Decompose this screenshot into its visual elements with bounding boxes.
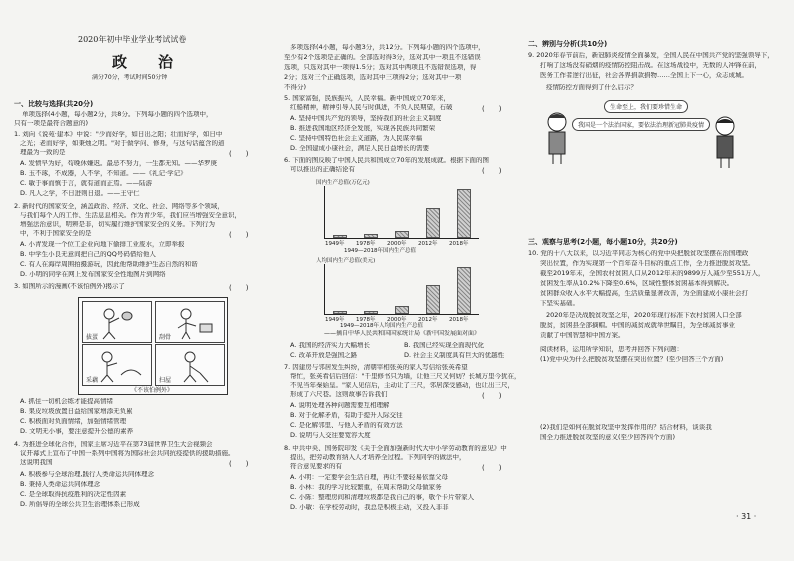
column-left (14, 0, 272, 561)
chart-caption: 1949—2018年人均国内生产总值 (340, 323, 423, 329)
chart-bar (364, 234, 378, 238)
question-stem: 下坚实基础。 (540, 300, 579, 307)
chart-bar (457, 189, 471, 238)
sub-question: (1)党中央为什么把脱贫攻坚摆在突出位置？(至少回答三个方面) (540, 356, 724, 363)
option: B. 小林：我的学习比较繁重，在周末帮助父母做家务 (290, 484, 442, 491)
question-stem: 7. 因建房与邻居发生纠纷，清朝宰相张英的家人写信给张英希望 (284, 364, 468, 371)
option: A. 发愤早为好，苟晚休嫌迟。最忌不努力，一生都无知。——华罗庚 (20, 160, 217, 167)
question-stem: 3. 如图所示的漫画(不该怕例外)揭示了 (14, 283, 125, 290)
answer-paren: ( ) (482, 167, 502, 175)
chart-bar (426, 208, 440, 238)
question-stem: 帮忙，张英看信后回信："千里修书只为墙，让他三尺又何妨？长城万里今犹在， (290, 373, 520, 380)
option: B. 我国已经实现全面现代化 (404, 342, 485, 349)
answer-paren: ( ) (482, 392, 502, 400)
x-tick-label: 2012年 (418, 317, 438, 323)
section-heading: 三、观察与思考(2小题，每小题10分，共20分) (528, 238, 678, 246)
option: D. 社会主义制度具有巨大的优越性 (404, 352, 505, 359)
option: B. 推进我国地区经济全发展，实现各民族共同繁荣 (290, 125, 436, 132)
option: C. 有人在海岸周围拍摄游玩，因此他帮助维护生态自然的和谐 (20, 261, 198, 268)
chart-bar (364, 311, 378, 314)
speech-bubble: 我国是一个法治国家，要依法治理新冠肺炎疫情 (572, 118, 710, 131)
option: A. 小青发现一个位工企业向地下偷排工业废水，立即举报 (20, 241, 185, 248)
per-capita-chart (314, 256, 484, 322)
option: D. 小敏：在学校劳动时，我总是积极主动，又投入非非 (290, 504, 449, 511)
chart-bar (395, 231, 409, 238)
question-stem: 这说明我国 (20, 459, 53, 466)
option: A. 我国的经济实力大幅增长 (290, 342, 370, 349)
exam-title: 2020年初中毕业学业考试试卷 (78, 35, 187, 44)
instruction-line: 多项选择(4小题，每小题3分，共12分。下列每小题的四个选项中， (290, 44, 485, 51)
question-stem: 提出，把劳动教育纳入人才培养全过程。下列同学的做法中， (290, 454, 466, 461)
chart-plot-area (324, 186, 479, 247)
answer-paren: ( ) (229, 150, 249, 158)
chart-bar (426, 285, 440, 314)
chart-title: 国内生产总值(万亿元) (316, 180, 370, 186)
section-heading: 一、比较与选择(共20分) (14, 100, 94, 108)
comic-panel (82, 344, 152, 386)
option: B. 秉持人类命运共同体理念 (20, 481, 101, 488)
cartoon-illustration (542, 96, 742, 172)
question-stem: 不见当年秦始皇。"家人见信后，主动让了三尺，邻居深受感动，也让出三尺， (290, 382, 514, 389)
material-paragraph: 贡献了中国智慧和中国方案。 (540, 332, 625, 339)
option: A. 小明：一定要学会生活自理，再让不要轻易依靠父母 (290, 474, 448, 481)
comic-caption: 《不该怕例外》 (131, 387, 174, 394)
chart-caption: 1949—2018年国内生产总值 (344, 248, 416, 254)
column-right (528, 0, 784, 561)
x-tick-label: 1978年 (356, 317, 376, 323)
question-stem: 截至2019年末，全国农村贫困人口从2012年末的9899万人减少至551万人， (540, 270, 765, 277)
x-tick-label: 2000年 (387, 241, 407, 247)
answer-paren: ( ) (229, 231, 249, 239)
question-stem: 6. 下面的图反映了中国人民共和国成立70年的发展成就。根据下面的图 (284, 157, 490, 164)
question-stem: 8. 中共中央、国务院印发《关于全面加强新时代大中小学劳动教育的意见》中 (284, 445, 507, 452)
option: D. 文明无小事，要注意提升公德的素养 (20, 428, 134, 435)
panel-label: 拔蛋 (86, 334, 99, 341)
question-stem: 9. 2020年春节前后，新冠肺炎疫情全面暴发，全国人民在中国共产党的坚强领导下， (528, 52, 774, 59)
comic-panel (155, 301, 225, 343)
x-tick-label: 1978年 (356, 241, 376, 247)
question-stem: 红船精神，精神引导人民与时俱进，不负人民期望，石破 (290, 104, 453, 111)
instruction-line: 只有一项是最符合题意的) (14, 120, 89, 127)
x-tick-label: 1949年 (325, 317, 345, 323)
sub-question: 国全力推进脱贫攻坚的意义(至少回答四个方面) (540, 434, 676, 441)
option: C. 是化解邻里、与他人矛盾的有效方法 (290, 422, 403, 429)
comic-panel (82, 301, 152, 343)
material-paragraph: 脱贫，贫困县全部摘帽。中国的减贫成就举世瞩目，为全球减贫事业 (540, 322, 735, 329)
instruction-line: 至少有2个选项是正确的。全部选对得3分，选对其中一项且不选错误 (284, 54, 481, 61)
score-note: 满分70分，考试时间50分钟 (92, 74, 168, 81)
option: C. 改革开放是强国之路 (290, 352, 358, 359)
x-tick-label: 1949年 (325, 241, 345, 247)
comic-panel (155, 344, 225, 386)
panel-label: 采藕 (86, 377, 99, 384)
question-stem: 中，不利于国家安全的是 (20, 230, 92, 237)
x-tick-label: 2018年 (449, 317, 469, 323)
question-prompt: 疫情防控方面得到了什么启示？ (546, 84, 637, 91)
option: B. 对于化解矛盾，有助于提升人际交往 (290, 412, 403, 419)
option: D. 全国建成小康社会，满足人民日益增长的需要 (290, 145, 430, 152)
question-stem: 增强法治意识，明辨是非，切实履行维护国家安全的义务。下列行为 (20, 221, 215, 228)
question-stem: 符合意见要求的有 (290, 463, 342, 470)
question-stem: 贫困群众收入水平大幅提高，生活质量显著改善，为全面建成小康社会打 (540, 290, 748, 297)
speech-bubble: 生命至上，我们要珍惜生命 (604, 100, 688, 113)
option: C. 积极面对负面情绪，加强情绪管理 (20, 418, 127, 425)
question-stem: 5. 国家富强，民族振兴，人民幸福。新中国成立70年来， (284, 95, 451, 102)
x-tick-label: 2012年 (418, 241, 438, 247)
answer-paren: ( ) (482, 464, 502, 472)
chart-bar (395, 306, 409, 314)
option: D. 所倡导的全球公共卫生治理体系已形成 (20, 501, 140, 508)
question-stem: 打响了这场没有硝烟的疫情防控阻击战。在这场战役中，无数的人冲锋在前， (540, 62, 761, 69)
chart-bar (457, 267, 471, 314)
material-paragraph: 2020年是决战脱贫攻坚之年，2020年现行标准下农村贫困人口全部 (546, 312, 742, 319)
question-stem: 医务工作者逆行出征，社会各界捐款捐物……全国上下一心，众志成城。 (540, 72, 748, 79)
option: C. 小陈：整理房间和清理垃圾都是我自己的事，敬个卡片带家人 (290, 494, 475, 501)
comic-frame (78, 297, 228, 395)
answer-paren: ( ) (482, 105, 502, 113)
question-stem: 与我们每个人的工作、生活息息相关。作为青少年，我们应当增强安全意识， (20, 212, 241, 219)
option: C. 敏于事而慎于言，就有道而正焉。——陆游 (20, 180, 153, 187)
question-stem: 1. 刘向《说苑·建本》中说："少而好学，如日出之阳；壮而好学，如日中 (14, 131, 223, 138)
option: B. 玉不琢，不成器，人不学，不知道。——《礼记·学记》 (20, 170, 187, 177)
panel-label: 扫屋 (159, 377, 172, 384)
option: B. 果皮垃圾放置日益给国家增添无负累 (20, 408, 133, 415)
question-stem: 议开幕式上宣布了中国一系列中国将为国际社会共同抗疫提供的援助措施。 (20, 450, 235, 457)
answer-paren: ( ) (229, 284, 249, 292)
question-stem: 突出位置，作为实现第一个百年奋斗目标的重点工作，全力推进脱贫攻坚。 (540, 260, 755, 267)
chart-bar (333, 235, 347, 238)
instruction-line: 选项，只选对其中一项得1.5分；选对其中两项且不选错误选项，得 (284, 64, 477, 71)
question-stem: 理最为一致的是 (20, 149, 66, 156)
option: C. 是全球取得抗疫胜利的决定性因素 (20, 491, 127, 498)
sub-question: (2)我们是如何在脱贫攻坚中发挥作用的？结合材料，谈谈我 (540, 424, 712, 431)
question-stem: 4. 为推进全球化合作，国家主席习近平在第73届世界卫生大会视频会 (14, 441, 213, 448)
chart-title: 人均国内生产总值(美元) (316, 258, 376, 264)
chart-bar (333, 311, 347, 314)
x-tick-label: 2000年 (387, 317, 407, 323)
option: C. 坚持中国特色社会主义道路，为人民谋幸福 (290, 135, 423, 142)
option: B. 中学生小良无意间把自己的QQ号码借给他人 (20, 251, 156, 258)
instruction-line: 不得分) (284, 84, 307, 91)
option: D. 小明的同学在网上发布国家安全性地图片到网络 (20, 271, 166, 278)
panel-label: 刮骨 (159, 334, 172, 341)
question-stem: 可以推出的正确结论有 (290, 166, 355, 173)
student-left-icon (542, 110, 572, 166)
option: D. 凡人之学，不日进则日退。——王守仁 (20, 190, 140, 197)
option: A. 说明处理各种问题需要互相理解 (290, 402, 390, 409)
chart-plot-area (324, 264, 479, 323)
question-ask: 阅读材料，运用所学知识，思考并回答下列问题： (540, 346, 683, 353)
instruction-line: 单项选择(4小题，每小题2分，共8分。下列每小题的四个选项中， (22, 111, 213, 118)
question-stem: 之光；老而好学，如秉烛之明。"对于做学问、修身，与这句话蕴含的道 (20, 140, 225, 147)
question-stem: 贫困发生率从10.2%下降至0.6%，区域性整体贫困基本得到解决。 (540, 280, 734, 287)
section-heading: 二、辨别与分析(共10分) (528, 40, 608, 48)
column-middle (284, 0, 520, 561)
gdp-chart (314, 178, 484, 248)
question-stem: 形成了六尺巷。这则故事告诉我们 (290, 391, 388, 398)
question-stem: 2. 新时代的国家安全，涵盖政治、经济、文化、社会、网络等多个领域， (14, 203, 224, 210)
student-right-icon (710, 114, 740, 170)
page-number: · 31 · (736, 512, 757, 521)
option: A. 抓住一切机会练才能提高情绪 (20, 398, 113, 405)
instruction-line: 2分；选对三个正确选项，选对其中三项得2分；选对其中一项 (284, 74, 462, 81)
answer-paren: ( ) (229, 460, 249, 468)
question-stem: 10. 党的十八大以来，以习近平同志为核心的党中央把脱贫攻坚摆在治国理政 (528, 250, 749, 257)
source-note: ——摘自中华人民共和国国家统计局《新中国发展面对面》 (324, 330, 481, 337)
option: A. 积极参与全球治理,践行人类命运共同体理念 (20, 471, 155, 478)
subject-title: 政 治 (112, 53, 182, 71)
option: A. 坚持中国共产党的领导，坚持我们的社会主义制度 (290, 115, 442, 122)
x-tick-label: 2018年 (449, 241, 469, 247)
option: D. 说明与人交往要宽容大度 (290, 432, 371, 439)
